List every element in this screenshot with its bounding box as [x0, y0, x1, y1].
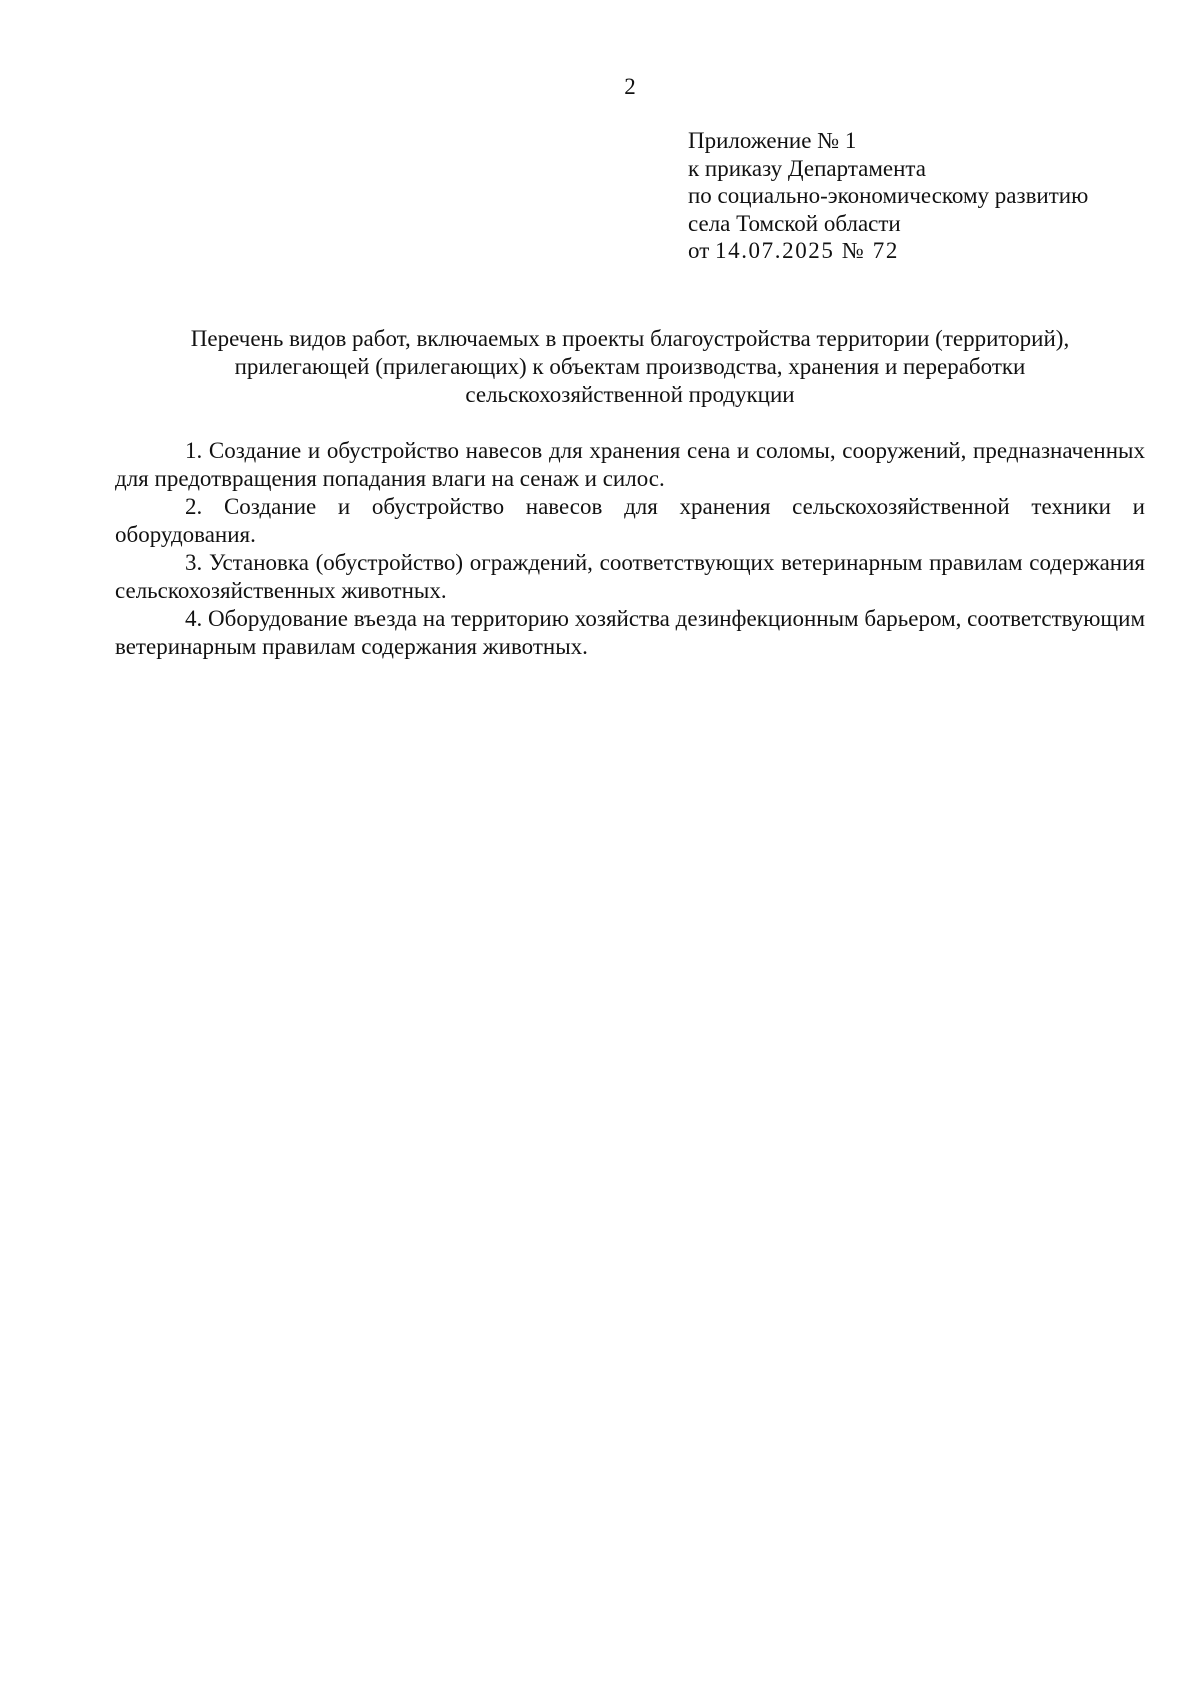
list-item: 3. Установка (обустройство) ограждений, соответствующих ветеринарным правилам содержания сельскохозяйственных животных. [115, 550, 1145, 603]
appendix-date-prefix: от [688, 238, 715, 263]
document-title [115, 325, 1145, 409]
appendix-line-2: к приказу Департамента [688, 155, 926, 181]
document-title-line-2: прилегающей (прилегающих) к объектам производства, хранения и переработки [234, 354, 1026, 379]
document-title-line-3: сельскохозяйственной продукции [465, 382, 795, 407]
appendix-line-3: по социально-экономическому развитию [688, 183, 1089, 208]
list-item: 2. Создание и обустройство навесов для хранения сельскохозяйственной техники и оборудования. [115, 494, 1145, 547]
list-item: 1. Создание и обустройство навесов для хранения сена и соломы, сооружений, предназначенных для предотвращения попадания влаги на сенаж и силос. [115, 438, 1145, 491]
appendix-date-number: 14.07.2025 № 72 [715, 238, 899, 263]
list-item: 4. Оборудование въезда на территорию хозяйства дезинфекционным барьером, соответствующим ветеринарным правилам содержания животных. [115, 606, 1145, 659]
page-number: 2 [624, 74, 636, 99]
document-title-line-1: Перечень видов работ, включаемых в проекты благоустройства территории (территорий), [190, 326, 1070, 351]
appendix-line-4: села Томской области [688, 210, 901, 236]
appendix-line-1: Приложение № 1 [688, 128, 857, 153]
appendix-line-5 [688, 237, 1188, 265]
appendix-block [688, 127, 1188, 265]
works-list [115, 437, 1145, 661]
